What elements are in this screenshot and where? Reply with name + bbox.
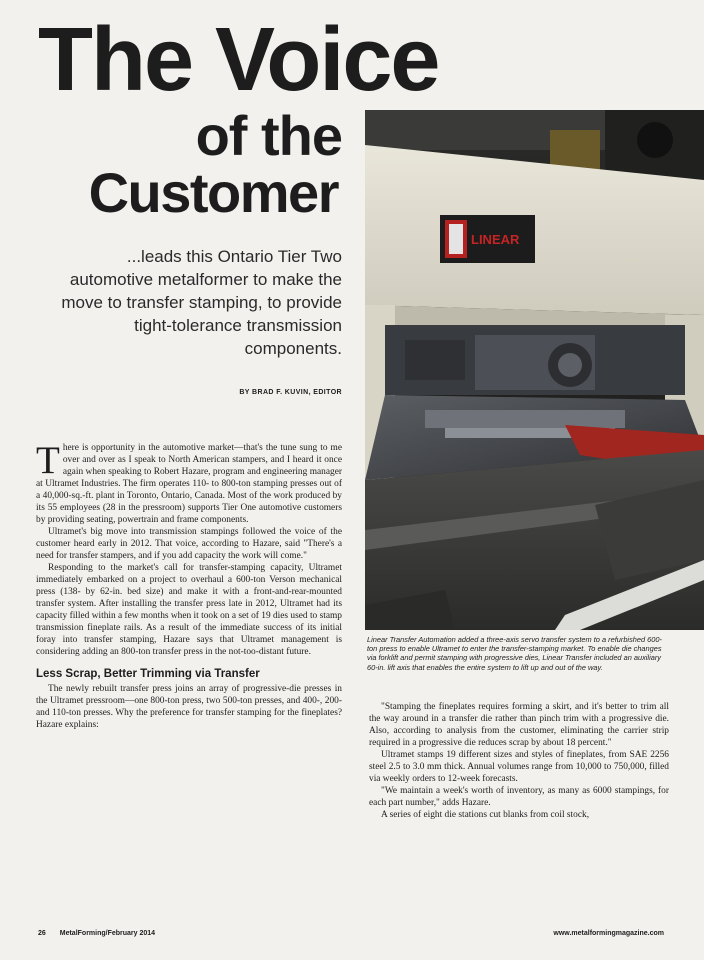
article-paragraph: Ultramet stamps 19 different sizes and styles of fineplates, from SAE 2256 steel 2.5 to 3.0 mm thick. Annual volumes range from 10,000 to 750,000, filled via weekly orders to 12-week forecasts. [369, 750, 669, 784]
subtitle: ...leads this Ontario Tier Two automotive metalformer to make the move to transfer stamping, to provide tight-tolerance transmission components. [61, 247, 342, 358]
publication-name: MetalForming/February 2014 [59, 930, 156, 937]
article-paragraph: "Stamping the fineplates requires forming a skirt, and it's better to trim all the way around in a transfer die rather than pinch trim with a progressive die. Also, according to analysis from the customer, eliminating the carrier strip required in a progressive die reduces scrap by about 18 percent." [369, 702, 669, 748]
article-paragraph: There is opportunity in the automotive market—that's the tune sung to me over and over as I speak to North American stampers, and I heard it once again when speaking to Robert Hazare, program and engineering manager at Ultramet Industries. The firm operates 110- to 800-ton stamping presses out of a 40,000-sq.-ft. plant in Toronto, Ontario, Canada. Most of the work produced by its 55 employees (28 in the pressroom) supports Tier One automotive customers by providing seating, powertrain and frame components. [36, 439, 342, 525]
sign-text: LINEAR [471, 232, 520, 247]
drop-cap: T [36, 439, 60, 482]
byline: BY BRAD F. KUVIN, EDITOR [239, 389, 342, 396]
footer-left [38, 930, 155, 937]
article-column-right [369, 701, 669, 821]
article-paragraph: Responding to the market's call for transfer-stamping capacity, Ultramet immediately embarked on a project to overhaul a 600-ton Verson mechanical press (138- by 62-in. bed size) and make it with a front-and-rear-mounted transfer system. After installing the transfer press late in 2012, Ultramet had its capacity filled within a few months when it took on a set of 19 dies used to stamp transmission fineplate rails. As a result of the immediate success of its initial foray into transfer stamping, Hazare says that Ultramet management is considering adding an 800-ton transfer press in the not-too-distant future. [36, 563, 342, 657]
photo-caption: Linear Transfer Automation added a three-axis servo transfer system to a refurbished 600-ton press to enable Ultramet to enter the transfer-stamping market. To enable die changes via forklift and permit stamping with progressive dies, Linear Transfer included an auxiliary 60-in. lift axis that enables the entire system to lift up and out of the way. [367, 635, 662, 672]
article-paragraph: Ultramet's big move into transmission stampings followed the voice of the customer heard early in 2012. That voice, according to Hazare, said "There's a need for transfer stampers, and if you add capacity the work will come." [36, 527, 342, 561]
article-paragraph: "We maintain a week's worth of inventory, as many as 6000 stampings, for each part number," adds Hazare. [369, 786, 669, 808]
transfer-press-image [365, 110, 704, 630]
article-paragraph: The newly rebuilt transfer press joins an array of progressive-die presses in the Ultramet pressroom—one 800-ton press, two 500-ton presses, and 400-, 200- and 110-ton presses. Why the preference for transfer stamping for the fineplates? Hazare explains: [36, 684, 342, 730]
article-column-left [36, 439, 342, 731]
article-paragraph: A series of eight die stations cut blanks from coil stock, [381, 810, 590, 820]
headline-line-1: The Voice [38, 10, 439, 110]
page-number: 26 [38, 930, 46, 937]
headline-line-3: Customer [88, 161, 338, 224]
headline-line-2: of the [195, 104, 342, 167]
section-heading: Less Scrap, Better Trimming via Transfer [36, 668, 260, 680]
press-photo [365, 110, 704, 630]
footer-website: www.metalformingmagazine.com [553, 930, 664, 937]
